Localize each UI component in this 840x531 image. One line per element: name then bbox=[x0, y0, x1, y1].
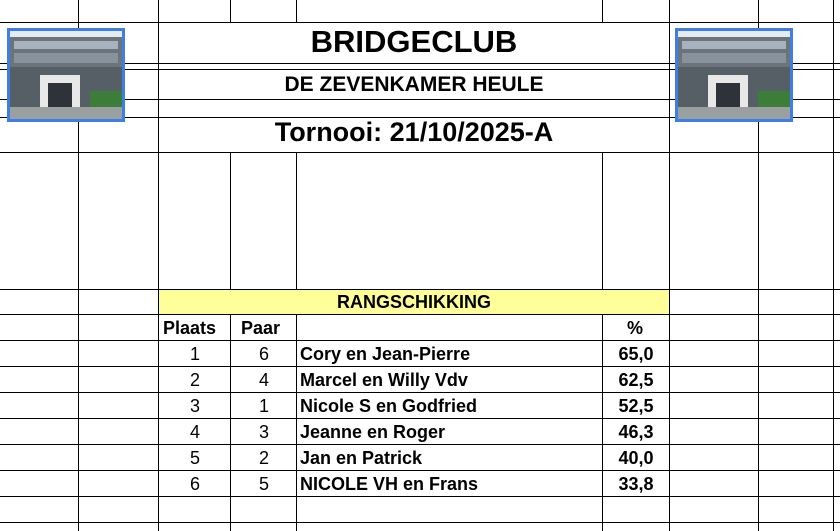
row-percent: 52,5 bbox=[618, 396, 654, 416]
row-percent: 33,8 bbox=[618, 474, 654, 494]
ranking-title: RANGSCHIKKING bbox=[159, 290, 669, 315]
row-percent: 40,0 bbox=[618, 448, 654, 468]
ranking-row bbox=[0, 445, 840, 471]
column-header-paar: Paar bbox=[241, 318, 281, 338]
clubhouse-photo-right bbox=[675, 28, 793, 122]
row-paar: 1 bbox=[258, 396, 269, 416]
column-header-percent: % bbox=[627, 318, 644, 338]
row-pair-names: Jeanne en Roger bbox=[300, 422, 446, 442]
ranking-row bbox=[0, 341, 840, 367]
row-paar: 5 bbox=[258, 474, 269, 494]
row-plaats: 4 bbox=[189, 422, 200, 442]
row-pair-names: Nicole S en Godfried bbox=[300, 396, 478, 416]
column-header-plaats: Plaats bbox=[163, 318, 217, 338]
row-percent: 62,5 bbox=[618, 370, 654, 390]
row-pair-names: NICOLE VH en Frans bbox=[300, 474, 479, 494]
row-plaats: 1 bbox=[189, 344, 200, 364]
row-paar: 6 bbox=[258, 344, 269, 364]
tournament-title: Tornooi: 21/10/2025-A bbox=[274, 117, 554, 147]
row-plaats: 6 bbox=[189, 474, 200, 494]
club-subtitle: DE ZEVENKAMER HEULE bbox=[284, 73, 544, 96]
row-paar: 4 bbox=[258, 370, 269, 390]
row-plaats: 2 bbox=[189, 370, 200, 390]
row-percent: 65,0 bbox=[618, 344, 654, 364]
row-plaats: 3 bbox=[189, 396, 200, 416]
club-title: BRIDGECLUB bbox=[310, 24, 518, 59]
row-pair-names: Marcel en Willy Vdv bbox=[300, 370, 468, 390]
row-percent: 46,3 bbox=[618, 422, 654, 442]
ranking-row bbox=[0, 367, 840, 393]
ranking-row bbox=[0, 471, 840, 497]
ranking-row bbox=[0, 419, 840, 445]
row-pair-names: Jan en Patrick bbox=[300, 448, 423, 468]
row-paar: 3 bbox=[258, 422, 269, 442]
row-plaats: 5 bbox=[189, 448, 200, 468]
row-pair-names: Cory en Jean-Pierre bbox=[300, 344, 471, 364]
row-paar: 2 bbox=[258, 448, 269, 468]
ranking-row bbox=[0, 393, 840, 419]
clubhouse-photo-left bbox=[7, 28, 125, 122]
